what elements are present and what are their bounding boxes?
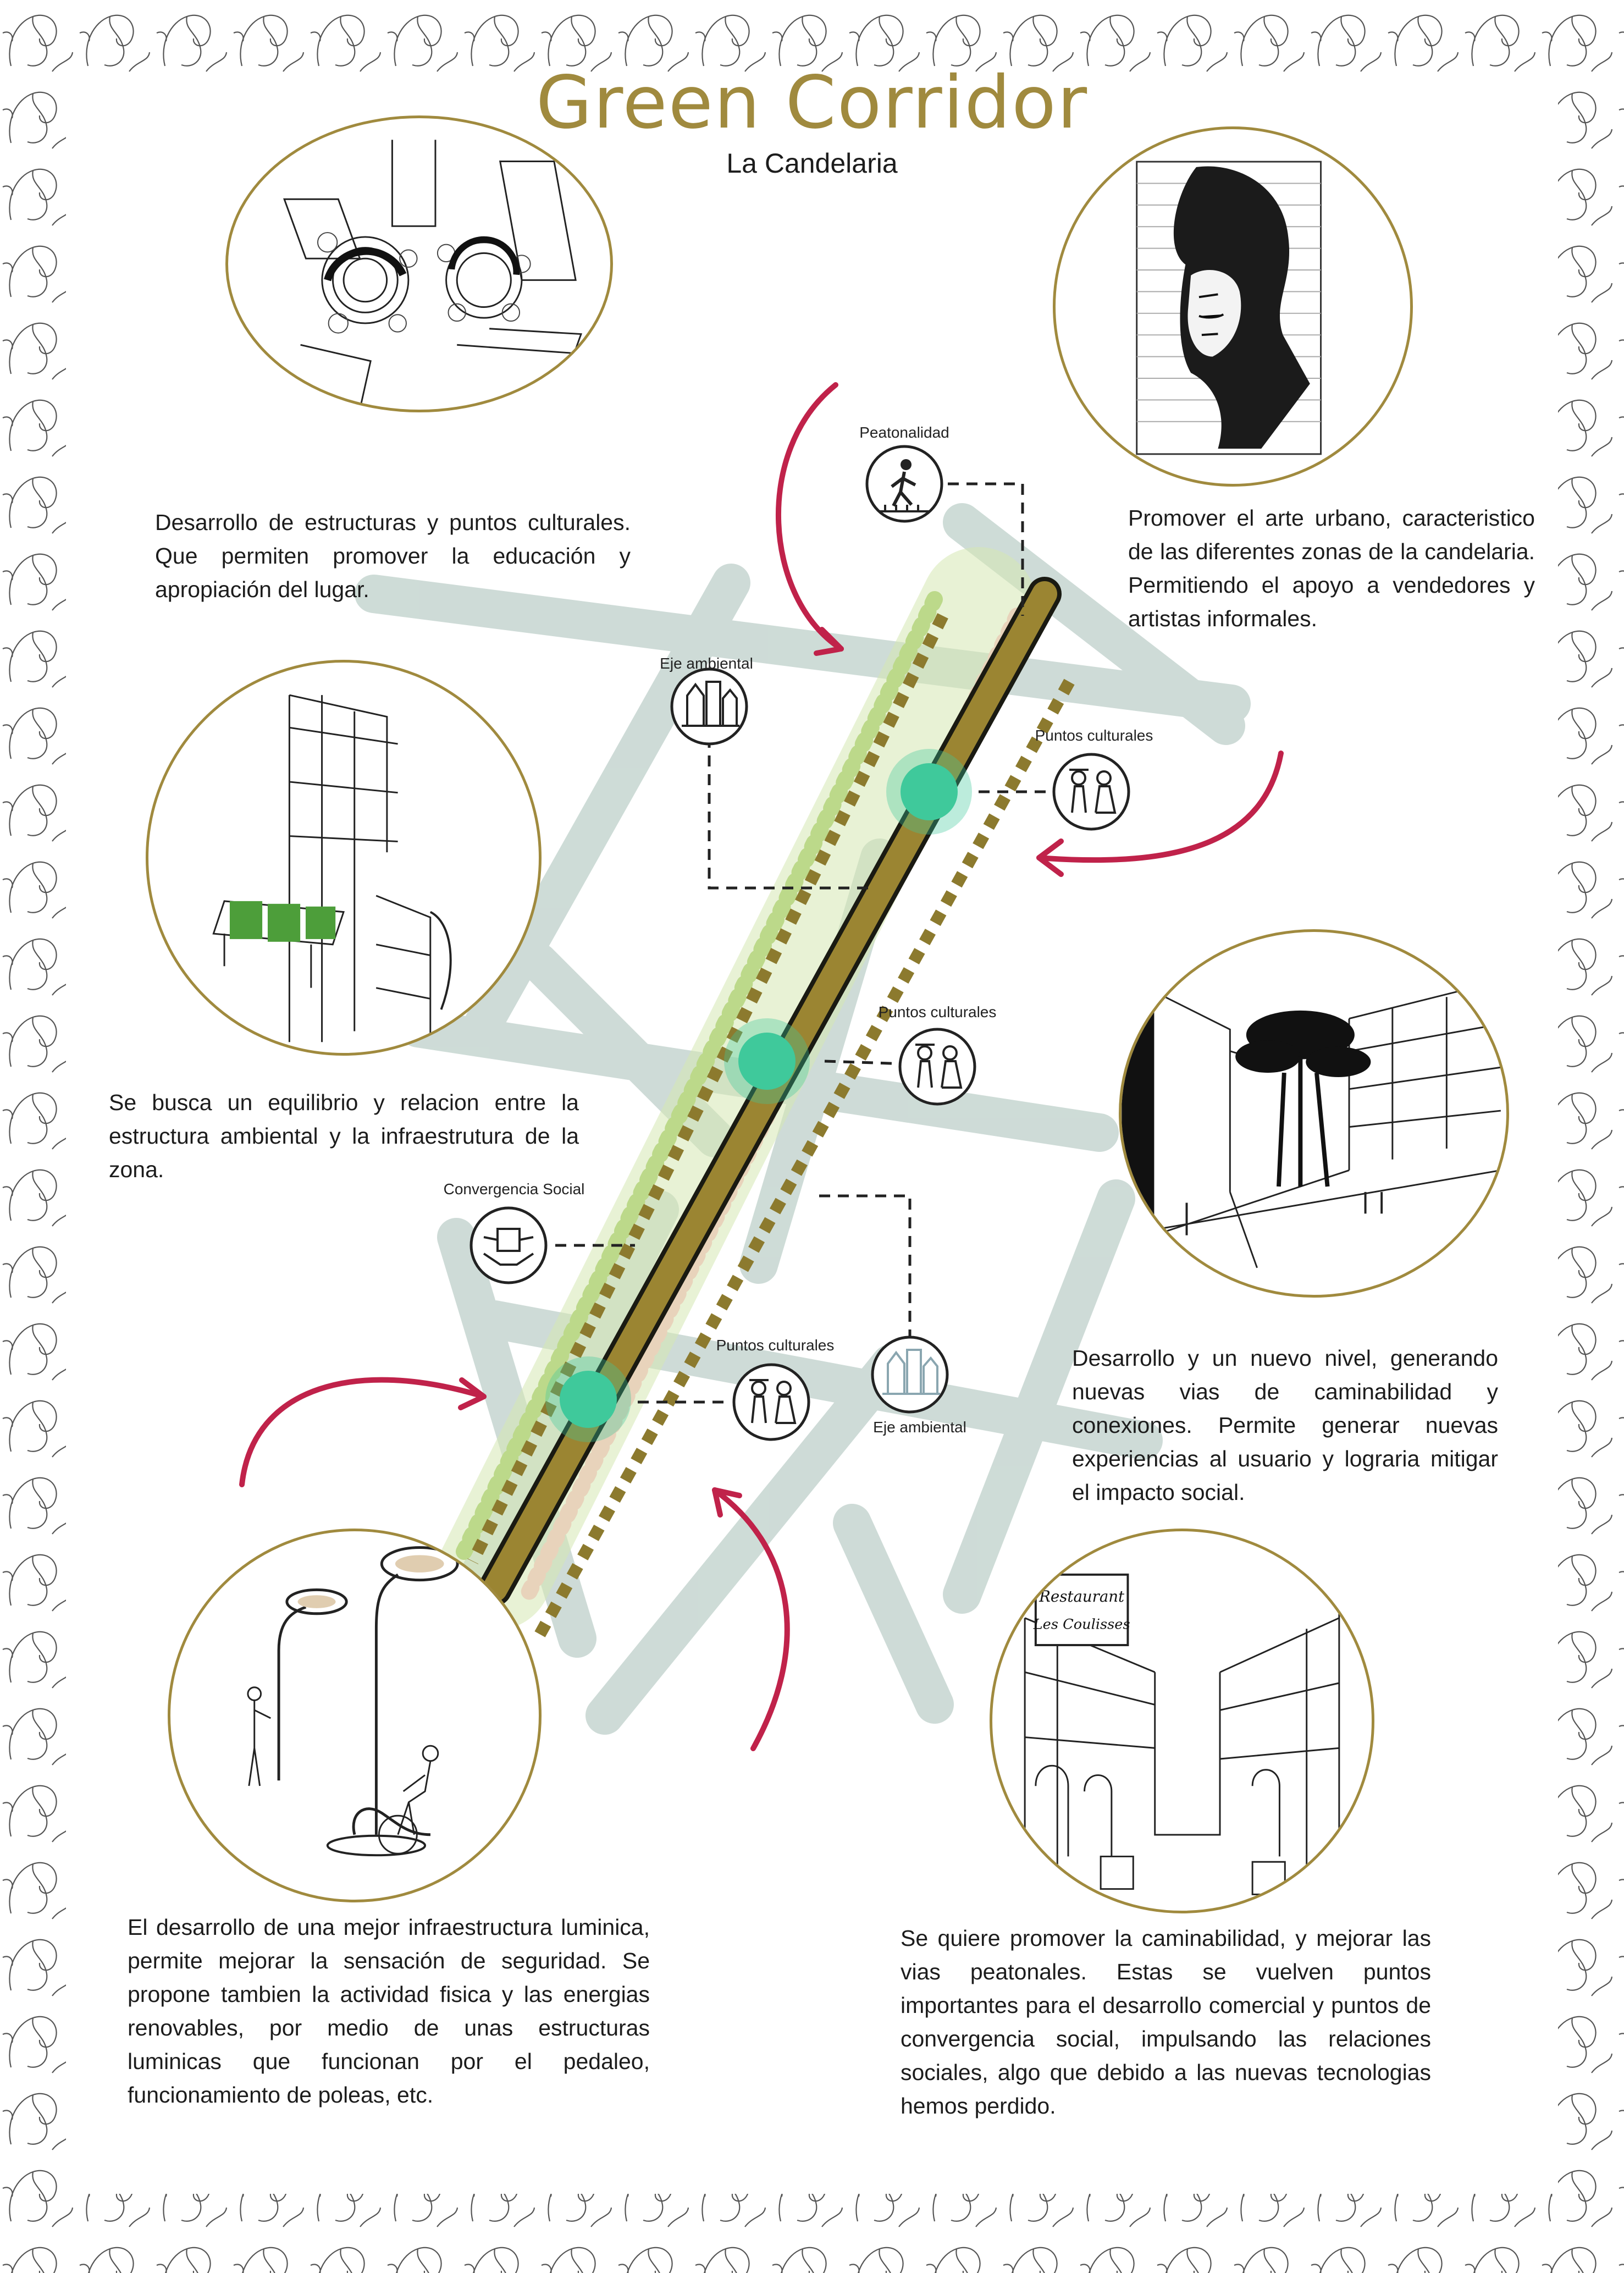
cultural-node-3 <box>545 1356 631 1442</box>
cultural-node-2 <box>724 1018 810 1104</box>
description-bottom-left: El desarrollo de una mejor infraestructura luminica, permite mejorar la sensación de seguridad. Se propone tambien la actividad fisica y las energias renovables, por medio de unas estructuras luminicas que funcionan por el pedaleo, funcionamiento de poleas, etc. <box>128 1915 650 2108</box>
puntos-culturales-2-icon <box>900 1029 975 1104</box>
puntos-culturales-2-label: Puntos culturales <box>878 1003 997 1020</box>
sketch-urban-art <box>1053 126 1413 487</box>
restaurant-sign-name: Les Coulisses <box>1033 1616 1130 1633</box>
sketch-plaza-plan <box>225 115 613 412</box>
plaza-plan-drawing <box>228 118 610 410</box>
puntos-culturales-1-label: Puntos culturales <box>1035 727 1153 744</box>
sketch-pedal-streetlights <box>168 1529 542 1902</box>
sketch-street-perspective <box>1119 929 1509 1298</box>
puntos-culturales-3-label: Puntos culturales <box>716 1337 835 1354</box>
restaurant-alley-drawing <box>992 1531 1372 1911</box>
cultural-node-1 <box>886 749 972 835</box>
peatonalidad-label: Peatonalidad <box>859 424 949 441</box>
street-perspective-drawing <box>1122 932 1506 1295</box>
description-middle-right: Desarrollo y un nuevo nivel, generando nuevas vias de caminabilidad y conexiones. Permite generar nuevas experiencias al usuario y lograria mitigar el impacto social. <box>1072 1345 1498 1505</box>
eje-ambiental-bottom-icon <box>872 1337 947 1412</box>
description-middle-left: Se busca un equilibrio y relacion entre la estructura ambiental y la infraestrutura de la zona. <box>109 1090 579 1182</box>
puntos-culturales-1-icon <box>1054 754 1129 829</box>
peatonalidad-node-icon <box>867 446 942 521</box>
eje-ambiental-top-icon <box>672 669 747 744</box>
eje-ambiental-top-label: Eje ambiental <box>660 655 753 672</box>
description-top-left: Desarrollo de estructuras y puntos culturales. Que permiten promover la educación y apropiación del lugar. <box>155 510 631 602</box>
eje-ambiental-bottom-label: Eje ambiental <box>873 1419 966 1436</box>
puntos-culturales-3-icon <box>734 1365 809 1439</box>
convergencia-social-label: Convergencia Social <box>443 1180 585 1198</box>
description-top-right: Promover el arte urbano, caracteristico de las diferentes zonas de la candelaria. Permitiendo el apoyo a vendedores y artistas informales. <box>1128 505 1535 631</box>
elevated-green-structure-drawing <box>148 663 539 1053</box>
convergencia-social-icon <box>471 1208 546 1283</box>
pedal-streetlights-drawing <box>170 1531 539 1900</box>
restaurant-sign-text: Restaurant <box>1039 1587 1125 1606</box>
description-bottom-right: Se quiere promover la caminabilidad, y mejorar las vias peatonales. Estas se vuelven puntos importantes para el desarrollo comercial y puntos de convergencia social, impulsando las relaciones sociales, algo que debido a las nuevas tecnologias hemos perdido. <box>901 1926 1431 2118</box>
page-subtitle: La Candelaria <box>726 148 898 179</box>
sketch-restaurant-alley <box>990 1529 1374 1913</box>
page-title: Green Corridor <box>535 60 1089 145</box>
urban-art-portrait-drawing <box>1056 129 1410 484</box>
sketch-elevated-green <box>146 660 542 1056</box>
